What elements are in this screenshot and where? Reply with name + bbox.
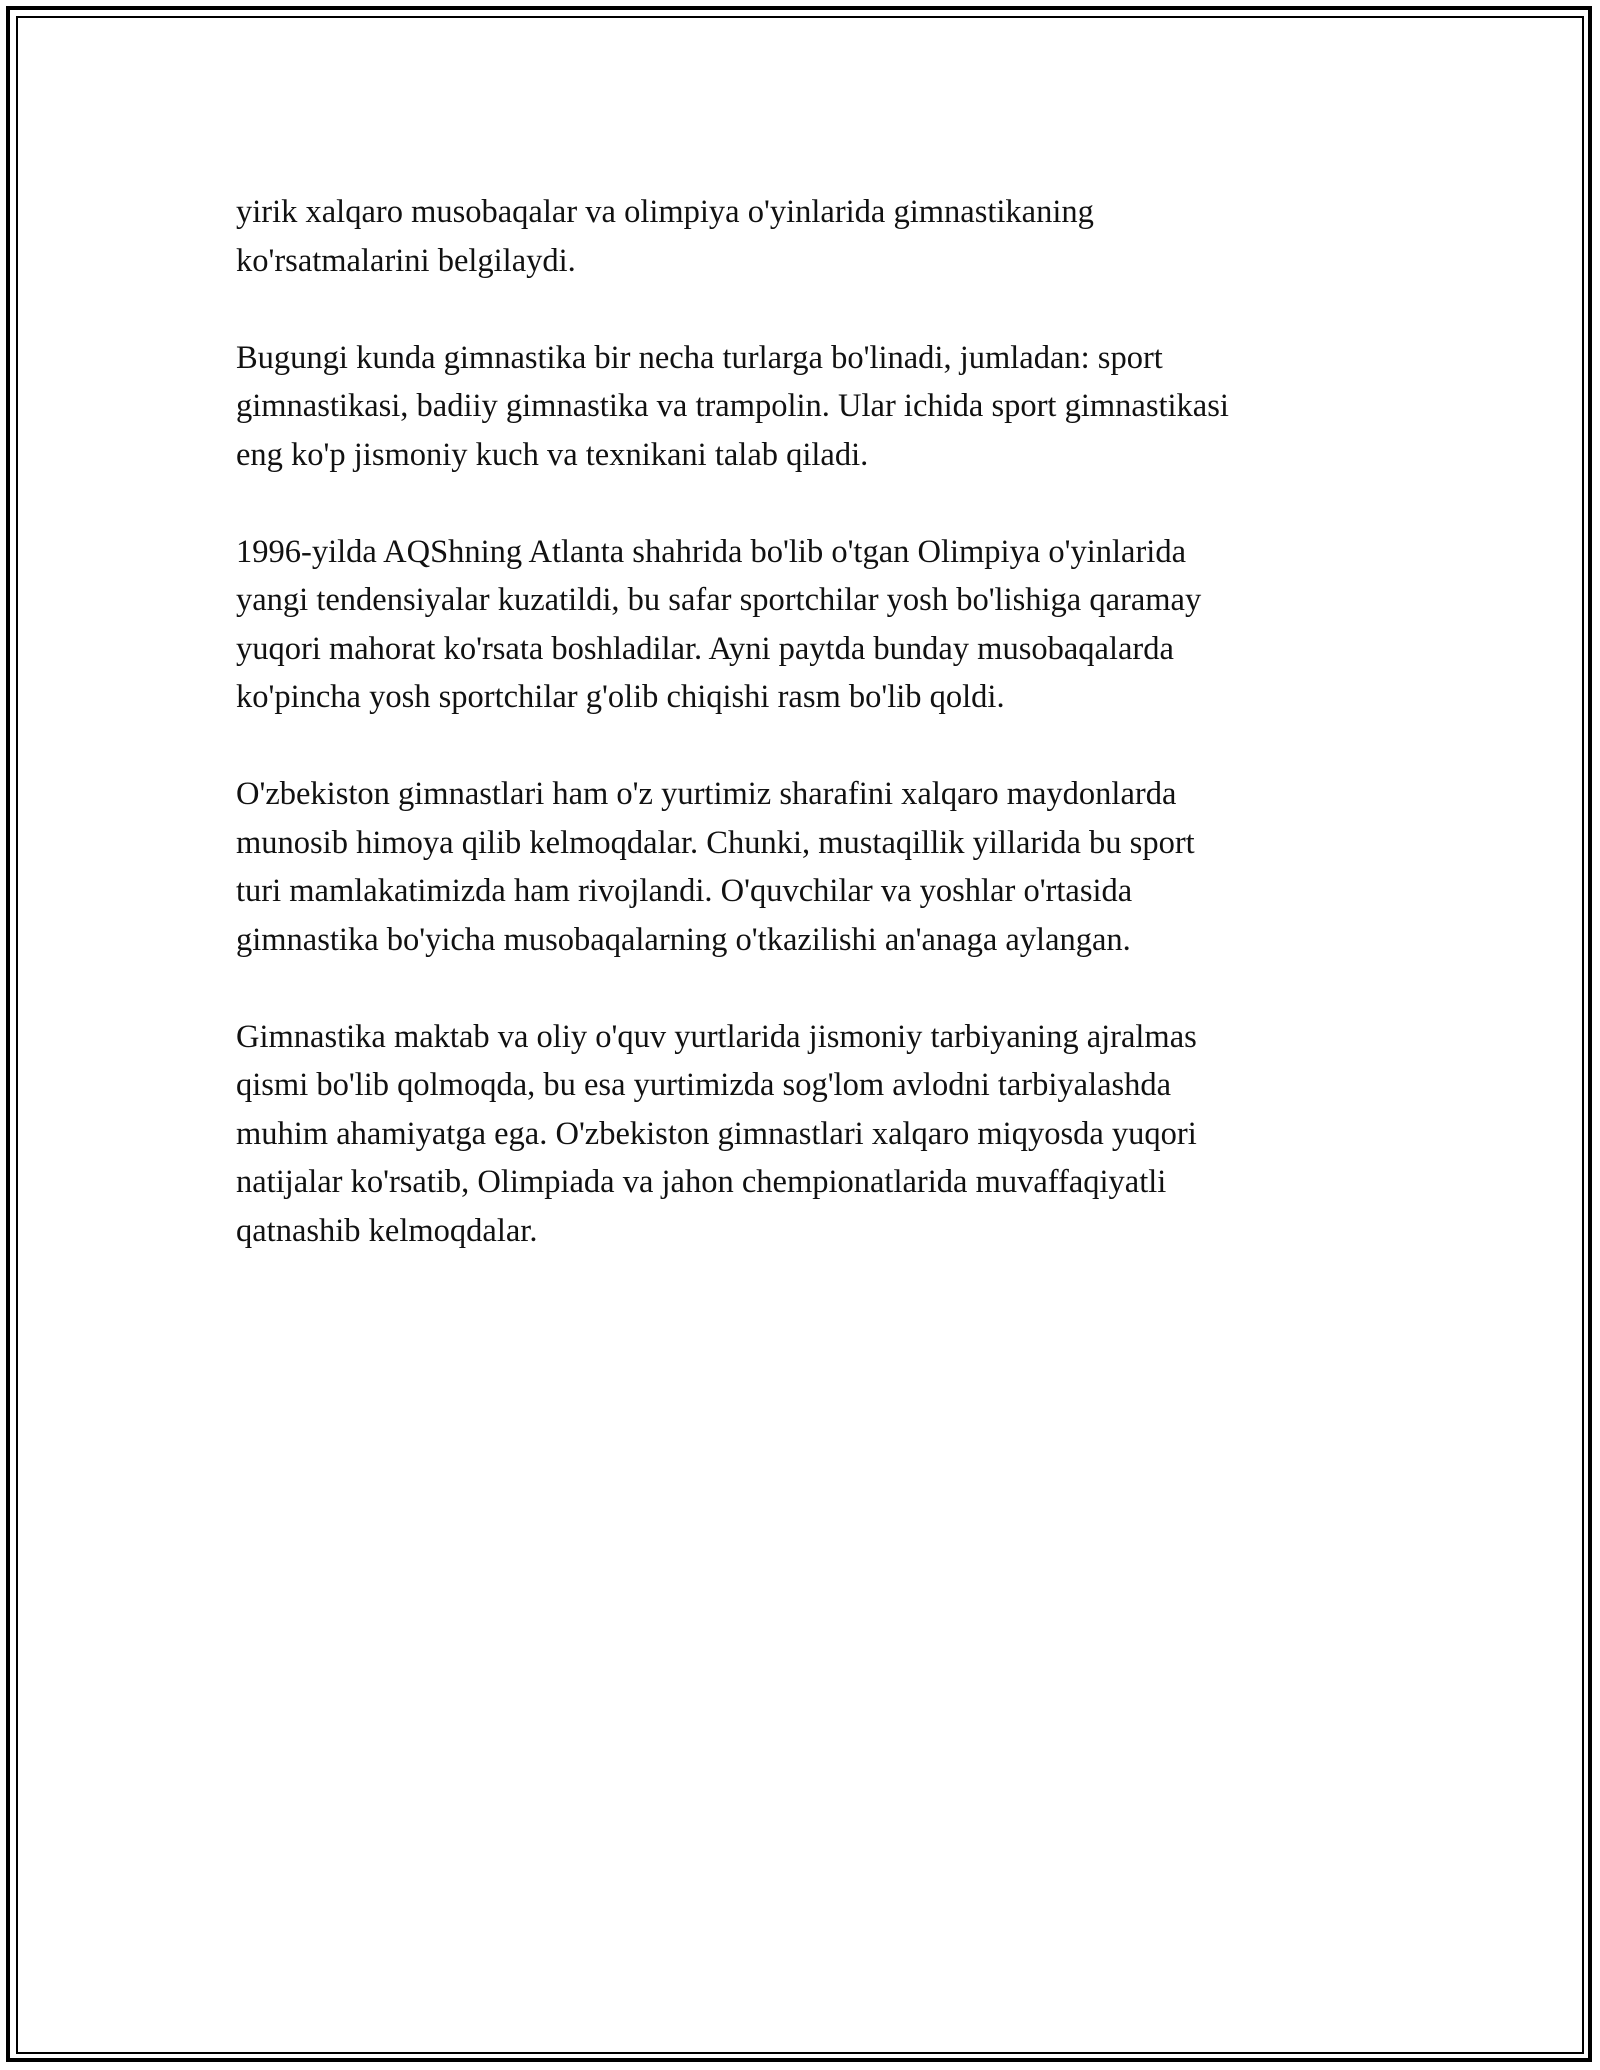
document-body bbox=[236, 188, 1366, 1304]
paragraph-5: Gimnastika maktab va oliy o'quv yurtlarida jismoniy tarbiyaning ajralmas qismi bo'lib qolmoqda, bu esa yurtimizda sog'lom avlodni tarbiyalashda muhim ahamiyatga ega. O'zbekiston gimnastlari xalqaro miqyosda yuqori natijalar ko'rsatib, Olimpiada va jahon chempionatlarida muvaffaqiyatli qatnashib kelmoqdalar. bbox=[236, 1018, 1197, 1249]
paragraph-4: O'zbekiston gimnastlari ham o'z yurtimiz sharafini xalqaro maydonlarda munosib himoya qilib kelmoqdalar. Chunki, mustaqillik yillarida bu sport turi mamlakatimizda ham rivojlandi. O'quvchilar va yoshlar o'rtasida gimnastika bo'yicha musobaqalarning o'tkazilishi an'anaga aylangan. bbox=[236, 776, 1195, 958]
paragraph-1: yirik xalqaro musobaqalar va olimpiya o'yinlarida gimnastikaning ko'rsatmalarini belgilaydi. bbox=[236, 194, 1094, 279]
paragraph-3: 1996-yilda AQShning Atlanta shahrida bo'lib o'tgan Olimpiya o'yinlarida yangi tendensiyalar kuzatildi, bu safar sportchilar yosh bo'lishiga qaramay yuqori mahorat ko'rsata boshladilar. Ayni paytda bunday musobaqalarda ko'pincha yosh sportchilar g'olib chiqishi rasm bo'lib qoldi. bbox=[236, 533, 1202, 715]
paragraph-2: Bugungi kunda gimnastika bir necha turlarga bo'linadi, jumladan: sport gimnastikasi, badiiy gimnastika va trampolin. Ular ichida sport gimnastikasi eng ko'p jismoniy kuch va texnikani talab qiladi. bbox=[236, 339, 1229, 473]
